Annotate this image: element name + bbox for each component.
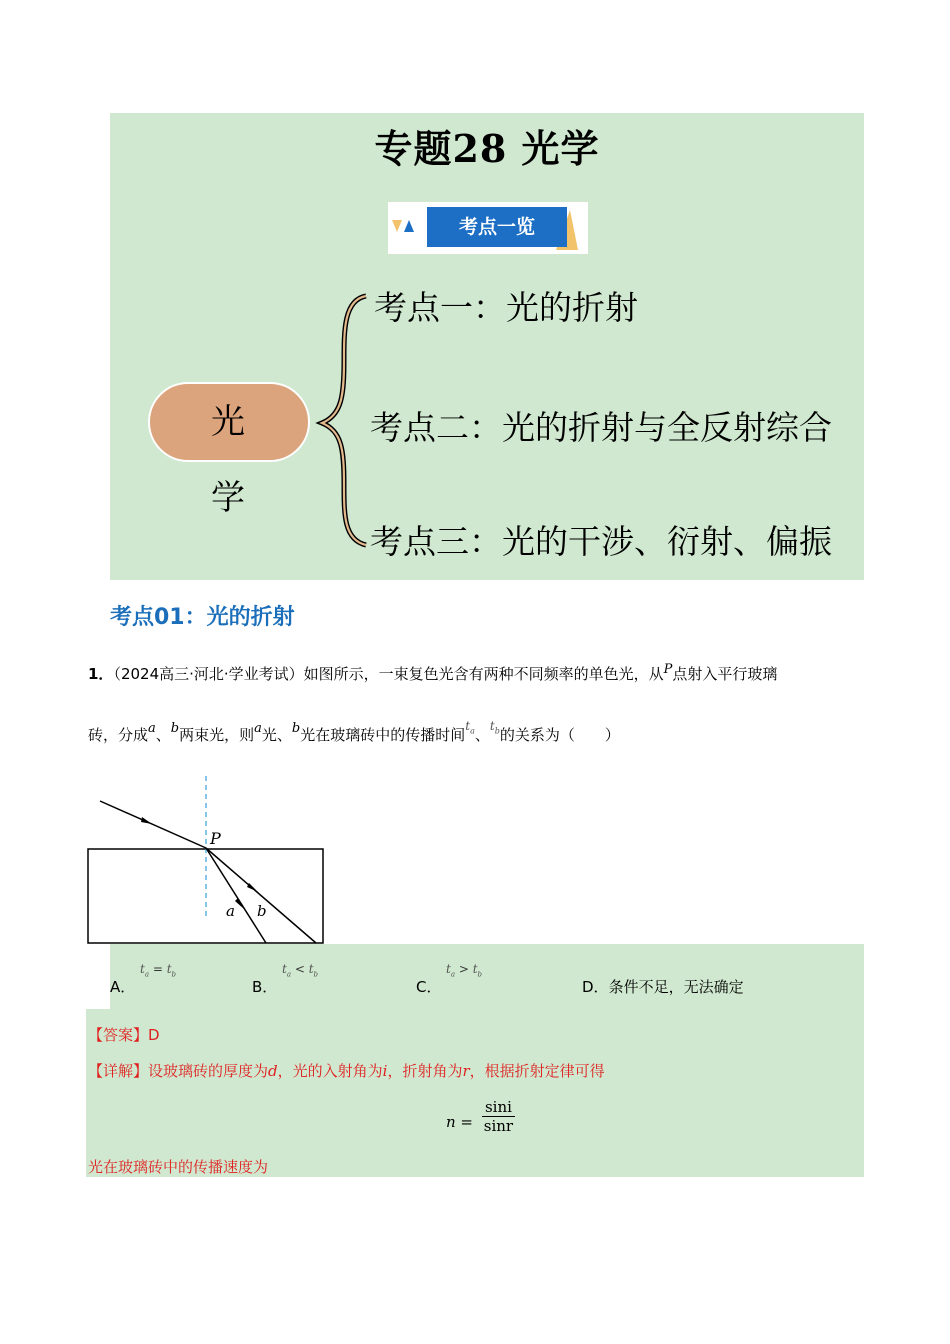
mindmap-center-node: 光 学 <box>148 382 310 462</box>
question-text: 点射入平行玻璃 <box>672 665 778 683</box>
option-c[interactable]: C． <box>416 978 442 996</box>
question-source: （2024高三·河北·学业考试） <box>113 665 304 683</box>
section-heading: 考点01：光的折射 <box>110 605 295 630</box>
option-a-expr: $t_a = t_b$ <box>140 962 177 979</box>
var-a: a <box>254 721 262 736</box>
explanation-next-line: 光在玻璃砖中的传播速度为 <box>88 1158 269 1176</box>
question-text: 的关系为（ ） <box>499 726 620 744</box>
question-text: 两束光，则 <box>179 726 255 744</box>
option-b[interactable]: B． <box>252 978 278 996</box>
label-b: b <box>257 902 267 920</box>
option-d[interactable]: D．条件不足，无法确定 <box>582 978 744 996</box>
brace-icon <box>314 290 374 550</box>
explanation-line: 【详解】设玻璃砖的厚度为d，光的入射角为i，折射角为r，根据折射定律可得 <box>88 1062 605 1080</box>
question-text: 如图所示，一束复色光含有两种不同频率的单色光，从 <box>303 665 664 683</box>
label-P: P <box>210 829 221 848</box>
separator: 、 <box>155 726 171 744</box>
t-b: tb <box>489 719 500 736</box>
option-b-expr: $t_a < t_b$ <box>282 962 319 979</box>
mindmap-branch-1: 考点一：光的折射 <box>374 288 638 327</box>
mindmap-branch-2: 考点二：光的折射与全反射综合 <box>370 408 832 447</box>
explanation-panel <box>86 1009 864 1177</box>
var-P: P <box>663 662 673 677</box>
answer-value: D <box>148 1026 160 1044</box>
var-b: b <box>170 721 180 736</box>
panel-gap <box>86 944 110 1009</box>
question-text: 光在玻璃砖中的传播时间 <box>300 726 466 744</box>
question-text: 光、 <box>261 726 292 744</box>
var-a: a <box>148 721 156 736</box>
t-a: ta <box>465 719 475 736</box>
question-line-1 <box>88 663 777 684</box>
option-a[interactable]: A． <box>110 978 136 996</box>
separator: 、 <box>474 726 490 744</box>
var-b: b <box>291 721 301 736</box>
answer-label: 【答案】 <box>88 1026 149 1044</box>
question-number: 1． <box>88 665 114 683</box>
question-line-2 <box>88 719 620 745</box>
banner-label: 考点一览 <box>427 207 567 247</box>
formula: n = $\frac{\sin i}{\sin r}$ <box>446 1098 514 1135</box>
mindmap-branch-3: 考点三：光的干涉、衍射、偏振 <box>370 522 832 561</box>
label-a: a <box>226 902 235 920</box>
answer-line <box>88 1024 160 1045</box>
explanation-label: 【详解】 <box>88 1062 149 1080</box>
refraction-diagram <box>86 774 326 944</box>
page-title: 专题28 光学 <box>374 126 600 171</box>
option-c-expr: $t_a > t_b$ <box>446 962 483 979</box>
question-text: 砖，分成 <box>88 726 149 744</box>
